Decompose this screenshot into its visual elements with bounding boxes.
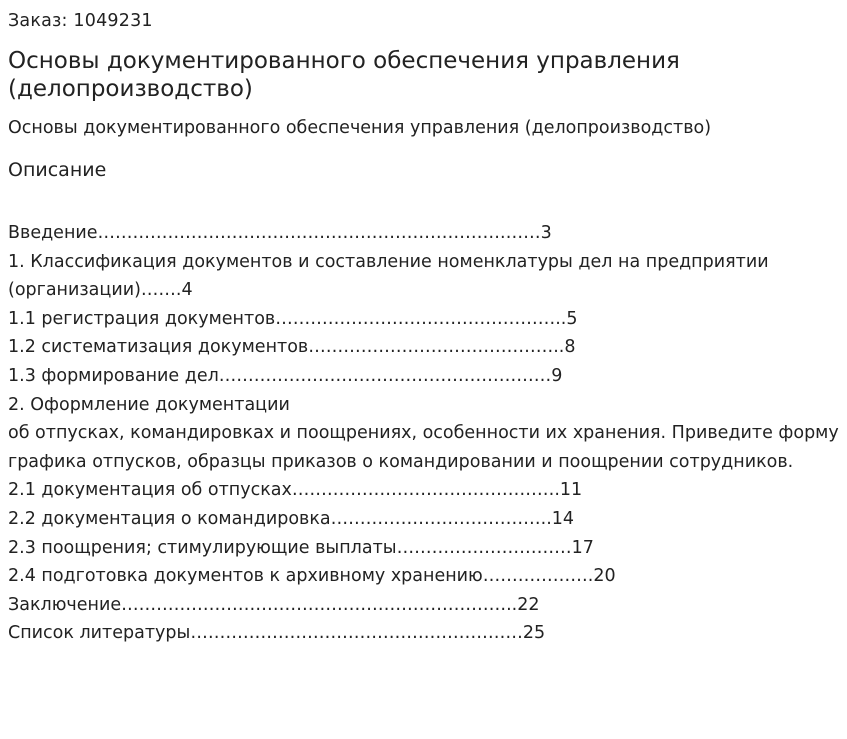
table-of-contents [8,219,839,648]
toc-line-references: Список литературы…………………………………………………25 [8,623,546,644]
toc-line-section-1-3: 1.3 формирование дел…………………………………………………9 [8,365,563,386]
toc-line-section-2-description: об отпусках, командировках и поощрениях, особенности их хранения. Приведите форму графика отпусков, образцы приказов о командировании и поощрении сотрудников. [8,423,839,472]
toc-line-section-1-2: 1.2 систематизация документов……………………………………..8 [8,337,576,358]
toc-line-section-2-2: 2.2 документация о командировка………………………………..14 [8,508,575,529]
subtitle: Основы документированного обеспечения управления (делопроизводство) [8,118,712,138]
toc-line-section-2-1: 2.1 документация об отпусках……………………………………….11 [8,480,583,501]
toc-line-introduction: Введение…………………………………………………………….……3 [8,223,552,243]
toc-line-section-2-3: 2.3 поощрения; стимулирующие выплаты…………………………17 [8,537,594,558]
page-title: Основы документированного обеспечения управления (делопроизводство) [8,48,680,102]
description-heading: Описание [8,159,107,181]
toc-line-conclusion: Заключение…………………………………………………………..22 [8,594,540,615]
toc-line-section-2-4: 2.4 подготовка документов к архивному хранению……………….20 [8,566,616,587]
toc-line-section-2: 2. Оформление документации [8,394,290,415]
order-number: Заказ: 1049231 [8,11,153,31]
toc-line-section-1: 1. Классификация документов и составление номенклатуры дел на предприятии (организации)…….4 [8,251,769,301]
toc-line-section-1-1: 1.1 регистрация документов…………………………………………..5 [8,308,578,329]
